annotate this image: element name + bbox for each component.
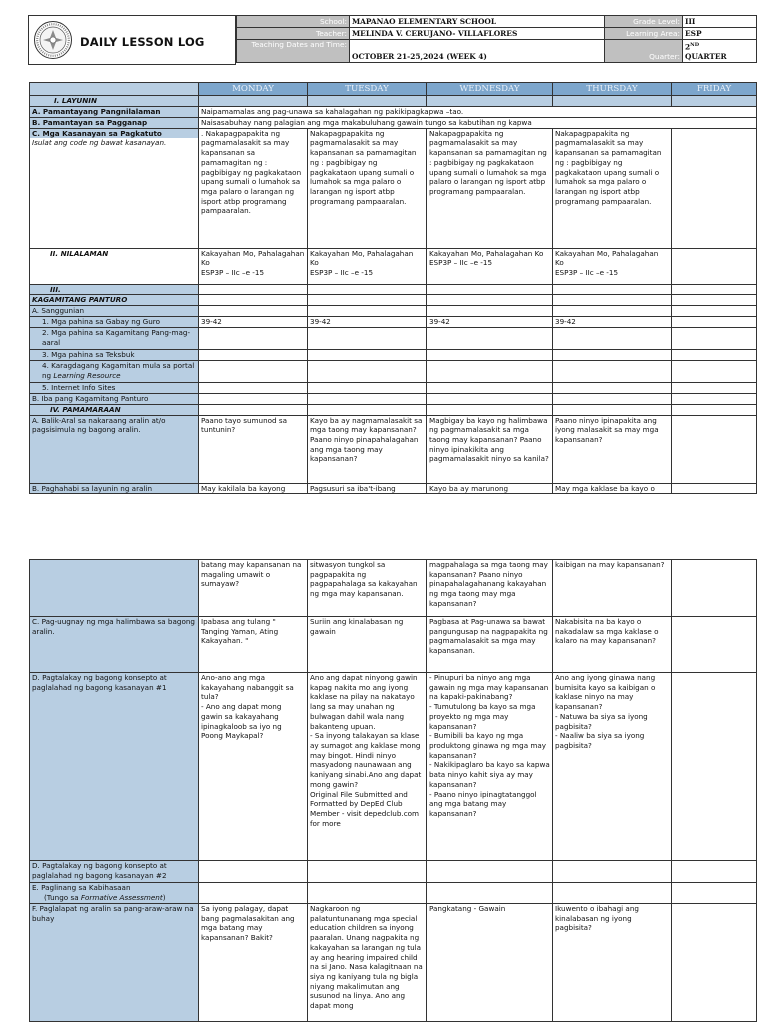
- grade-value: III: [683, 16, 757, 28]
- pages-wed: 39-42: [427, 316, 553, 327]
- paglalapat-wed: Pangkatang - Gawain: [427, 904, 553, 1022]
- pamantayang-pangnilalaman-text: Naipamamalas ang pag-unawa sa kahalagahan ng pakikipagkapwa –tao.: [199, 106, 757, 117]
- kasanayan-wed: Nakapagpapakita ng pagmamalasakit sa may kapansanan sa pamamagitan ng : pagbibigay ng pagkakataon upang sumali o lumahok sa mga palaro o larangan ng isport atbp programang pampaaralan.: [427, 128, 553, 248]
- school-value: MAPANAO ELEMENTARY SCHOOL: [350, 16, 605, 28]
- layunin-heading: I. LAYUNIN: [30, 96, 199, 107]
- pamantayan-pagganap-text: Naisasabuhay nang palagian ang mga makabuluhang gawain tungo sa kabutihan ng kapwa: [199, 117, 757, 128]
- balik-aral-wed: Magbigay ba kayo ng halimbawa ng pagmamalasakit sa mga taong may kapansanan? Paano ninyo ipinakikita ang pagmamalasakit ninyo sa kanila?: [427, 415, 553, 483]
- kasanayan-cell: [30, 128, 199, 248]
- sanggunian-label: A. Sanggunian: [30, 306, 199, 317]
- day-friday: FRIDAY: [672, 83, 757, 96]
- pag-uugnay-label: C. Pag-uugnay ng mga halimbawa sa bagong aralin.: [30, 617, 199, 673]
- teksbuk-label: 3. Mga pahina sa Teksbuk: [30, 349, 199, 360]
- paghahabi-label-cont: [30, 560, 199, 617]
- day-tuesday: TUESDAY: [308, 83, 427, 96]
- formative-assessment-text: Formative Assessment: [80, 892, 163, 902]
- quarter-value: [683, 40, 757, 63]
- pagtalakay-1-wed: - Pinupuri ba ninyo ang mga gawain ng mga may kapansanan na kapaki-pakinabang? - Tumutulong ba kayo sa mga proyekto ng mga may kapansanan? - Bumibili ba kayo ng mga produktong ginawa ng mga may kapansanan? - Nakikipaglaro ba kayo sa kapwa bata ninyo kahit siya ay may kapansanan? - Paano ninyo ipinagtatanggol ang mga batang may kapansanan?: [427, 673, 553, 861]
- kagamitan-number: III.: [30, 284, 199, 295]
- paghahabi-wed: magpahalaga sa mga taong may kapansanan? Paano ninyo pinapahalagahanang kakayahan ng mga taong may mga kapansanan?: [427, 560, 553, 617]
- pagtalakay-1-thu: Ano ang iyong ginawa nang bumisita kayo sa kaibigan o kaklase ninyo na may kapansanan? - Natuwa ba siya sa iyong pagbisita? - Naaliw ba siya sa iyong pagbisita?: [553, 673, 672, 861]
- quarter-label: Quarter:: [605, 40, 683, 63]
- paglinang-sub: [32, 893, 196, 903]
- paglalapat-tue: Nagkaroon ng palatuntunanang mga special education children sa inyong paaralan. Unang nagpakita ng kakayahan sa larangan ng tula ay ang hearing impaired child na si Jano. Nasa kalagitnaan na siya ng kaniyang tula ng bigla niyang makalimutan ang susunod na linya. Ano ang dapat mong: [308, 904, 427, 1022]
- pages-thu: 39-42: [553, 316, 672, 327]
- area-label: Learning Area:: [605, 28, 683, 40]
- lesson-table-page-2: [29, 559, 757, 1022]
- karagdagang-kagamitan-label: [30, 360, 199, 382]
- deped-seal-icon: [33, 20, 73, 60]
- school-label: School:: [237, 16, 350, 28]
- kasanayan-tue: Nakapagpapakita ng pagmamalasakit sa may kapansanan sa pamamagitan ng : pagbibigay ng pagkakataon upang sumali o lumahok sa mga palaro o larangan ng isport atbp programang pampaaralan.: [308, 128, 427, 248]
- nilalaman-mon: Kakayahan Mo, Pahalagahan Ko ESP3P – IIc –e -15: [199, 248, 308, 284]
- kasanayan-label: C. Mga Kasanayan sa Pagkatuto: [30, 129, 198, 139]
- pag-uugnay-tue: Suriin ang kinalabasan ng gawain: [308, 617, 427, 673]
- quarter-word: QUARTER: [685, 52, 727, 62]
- balik-aral-mon: Paano tayo sumunod sa tuntunin?: [199, 415, 308, 483]
- paghahabi-mon: batang may kapansanan na magaling umawit o sumayaw?: [199, 560, 308, 617]
- grade-label: Grade Level:: [605, 16, 683, 28]
- balik-aral-thu: Paano ninyo ipinapakita ang iyong malasakit sa may mga kapansanan?: [553, 415, 672, 483]
- pagtalakay-1-label: D. Pagtalakay ng bagong konsepto at paglalahad ng bagong kasanayan #1: [30, 673, 199, 861]
- nilalaman-heading: II. NILALAMAN: [30, 248, 199, 284]
- kagamitang-pang-mag-aaral-label: 2. Mga pahina sa Kagamitang Pang-mag-aaral: [30, 327, 199, 349]
- paghahabi-thu-start: May mga kaklase ba kayo o: [553, 483, 672, 494]
- quarter-suffix: ND: [690, 42, 700, 48]
- paghahabi-label: B. Paghahabi sa layunin ng aralin: [30, 483, 199, 494]
- doc-title: DAILY LESSON LOG: [80, 35, 205, 49]
- paglinang-sub-text: (Tungo sa: [44, 892, 81, 902]
- pagtalakay-1-tue: Ano ang dapat ninyong gawin kapag nakita mo ang iyong kaklase na pilay na nakatayo lang sa may unahan ng bulwagan dahil wala nang bakanteng upuan. - Sa inyong talakayan sa klase ay sumagot ang kaklase mong may bingot. Hindi ninyo masyadong naunawaan ang kaniyang sinabi.Ano ang dapat mong gawin? Original File Submitted and Formatted by DepEd Club Member - visit depedclub.com for more: [308, 673, 427, 861]
- teacher-value: MELINDA V. CERUJANO- VILLAFLORES: [350, 28, 605, 40]
- learning-resource-text: Learning Resource: [53, 370, 121, 380]
- paghahabi-tue-start: Pagsusuri sa iba't-ibang: [308, 483, 427, 494]
- paghahabi-mon-start: May kakilala ba kayong: [199, 483, 308, 494]
- paglalapat-mon: Sa iyong palagay, dapat bang pagmalasakitan ang mga batang may kapansanan? Bakit?: [199, 904, 308, 1022]
- day-monday: MONDAY: [199, 83, 308, 96]
- day-thursday: THURSDAY: [553, 83, 672, 96]
- corner-cell: [30, 83, 199, 96]
- kasanayan-thu: Nakapagpapakita ng pagmamalasakit sa may kapansanan sa pamamagitan ng : pagbibigay ng pagkakataon upang sumali o lumahok sa mga palaro o larangan ng isport atbp programang pampaaralan.: [553, 128, 672, 248]
- day-wednesday: WEDNESDAY: [427, 83, 553, 96]
- pag-uugnay-mon: Ipabasa ang tulang " Tanging Yaman, Ating Kakayahan. ": [199, 617, 308, 673]
- info-table: [236, 15, 757, 63]
- paghahabi-thu: kaibigan na may kapansanan?: [553, 560, 672, 617]
- pages-mon: 39-42: [199, 316, 308, 327]
- paglinang-label: E. Paglinang sa Kabihasaan: [32, 883, 131, 892]
- dates-label: Teaching Dates and Time:: [237, 40, 350, 63]
- balik-aral-label: A. Balik-Aral sa nakaraang aralin at/o pagsisimula ng bagong aralin.: [30, 415, 199, 483]
- pagtalakay-1-mon: Ano-ano ang mga kakayahang nabanggit sa tula? - Ano ang dapat mong gawin sa kakayahang ipinagkaloob sa iyo ng Poong Maykapal?: [199, 673, 308, 861]
- pag-uugnay-wed: Pagbasa at Pag-unawa sa bawat pangungusap na nagpapakita ng pagmamalasakit sa mga may kapansanan.: [427, 617, 553, 673]
- paghahabi-tue: sitwasyon tungkol sa pagpapakita ng pagpapahalaga sa kakayahan ng mga may kapansanan.: [308, 560, 427, 617]
- pagtalakay-2-label: D. Pagtalakay ng bagong konsepto at paglalahad ng bagong kasanayan #2: [30, 861, 199, 883]
- kagamitan-heading: KAGAMITANG PANTURO: [30, 295, 199, 306]
- lesson-table-page-1: [29, 82, 757, 494]
- internet-info-label: 5. Internet Info Sites: [30, 382, 199, 393]
- quarter-number: 2: [685, 42, 691, 52]
- paglalapat-label: F. Paglalapat ng aralin sa pang-araw-araw na buhay: [30, 904, 199, 1022]
- pamantayang-pangnilalaman-label: A. Pamantayang Pangnilalaman: [30, 106, 199, 117]
- balik-aral-tue: Kayo ba ay nagmamalasakit sa mga taong may kapansanan? Paano ninyo pinapahalagahan ang mga taong may kapansanan?: [308, 415, 427, 483]
- pages-tue: 39-42: [308, 316, 427, 327]
- paghahabi-wed-start: Kayo ba ay marunong: [427, 483, 553, 494]
- teacher-label: Teacher:: [237, 28, 350, 40]
- kasanayan-mon: . Nakapagpapakita ng pagmamalasakit sa may kapansanan sa pamamagitan ng : pagbibigay ng pagkakataon upang sumali o lumahok sa mga palaro o larangan ng isport atbp programang pampaaralan.: [199, 128, 308, 248]
- dates-value: OCTOBER 21-25,2024 (WEEK 4): [350, 40, 605, 63]
- nilalaman-wed: Kakayahan Mo, Pahalagahan Ko ESP3P – IIc –e -15: [427, 248, 553, 284]
- pag-uugnay-thu: Nakabisita na ba kayo o nakadalaw sa mga kaklase o kalaro na may kapansanan?: [553, 617, 672, 673]
- paglalapat-thu: Ikuwento o ibahagi ang kinalabasan ng iyong pagbisita?: [553, 904, 672, 1022]
- kasanayan-sub: Isulat ang code ng bawat kasanayan.: [32, 138, 167, 148]
- paglinang-sub-close: ): [162, 892, 166, 902]
- karagdagang-kagamitan-text: 4. Karagdagang Kagamitan mula sa portal ng: [42, 360, 195, 380]
- nilalaman-thu: Kakayahan Mo, Pahalagahan Ko ESP3P – IIc –e -15: [553, 248, 672, 284]
- nilalaman-tue: Kakayahan Mo, Pahalagahan Ko ESP3P – IIc –e -15: [308, 248, 427, 284]
- gabay-guro-label: 1. Mga pahina sa Gabay ng Guro: [30, 316, 199, 327]
- iba-pang-kagamitan-label: B. Iba pang Kagamitang Panturo: [30, 393, 199, 404]
- pamamaraan-heading: IV. PAMAMARAAN: [30, 404, 199, 415]
- area-value: ESP: [683, 28, 757, 40]
- pamantayan-pagganap-label: B. Pamantayan sa Pagganap: [30, 117, 199, 128]
- paglinang-cell: [30, 883, 199, 904]
- header-block: [28, 15, 236, 65]
